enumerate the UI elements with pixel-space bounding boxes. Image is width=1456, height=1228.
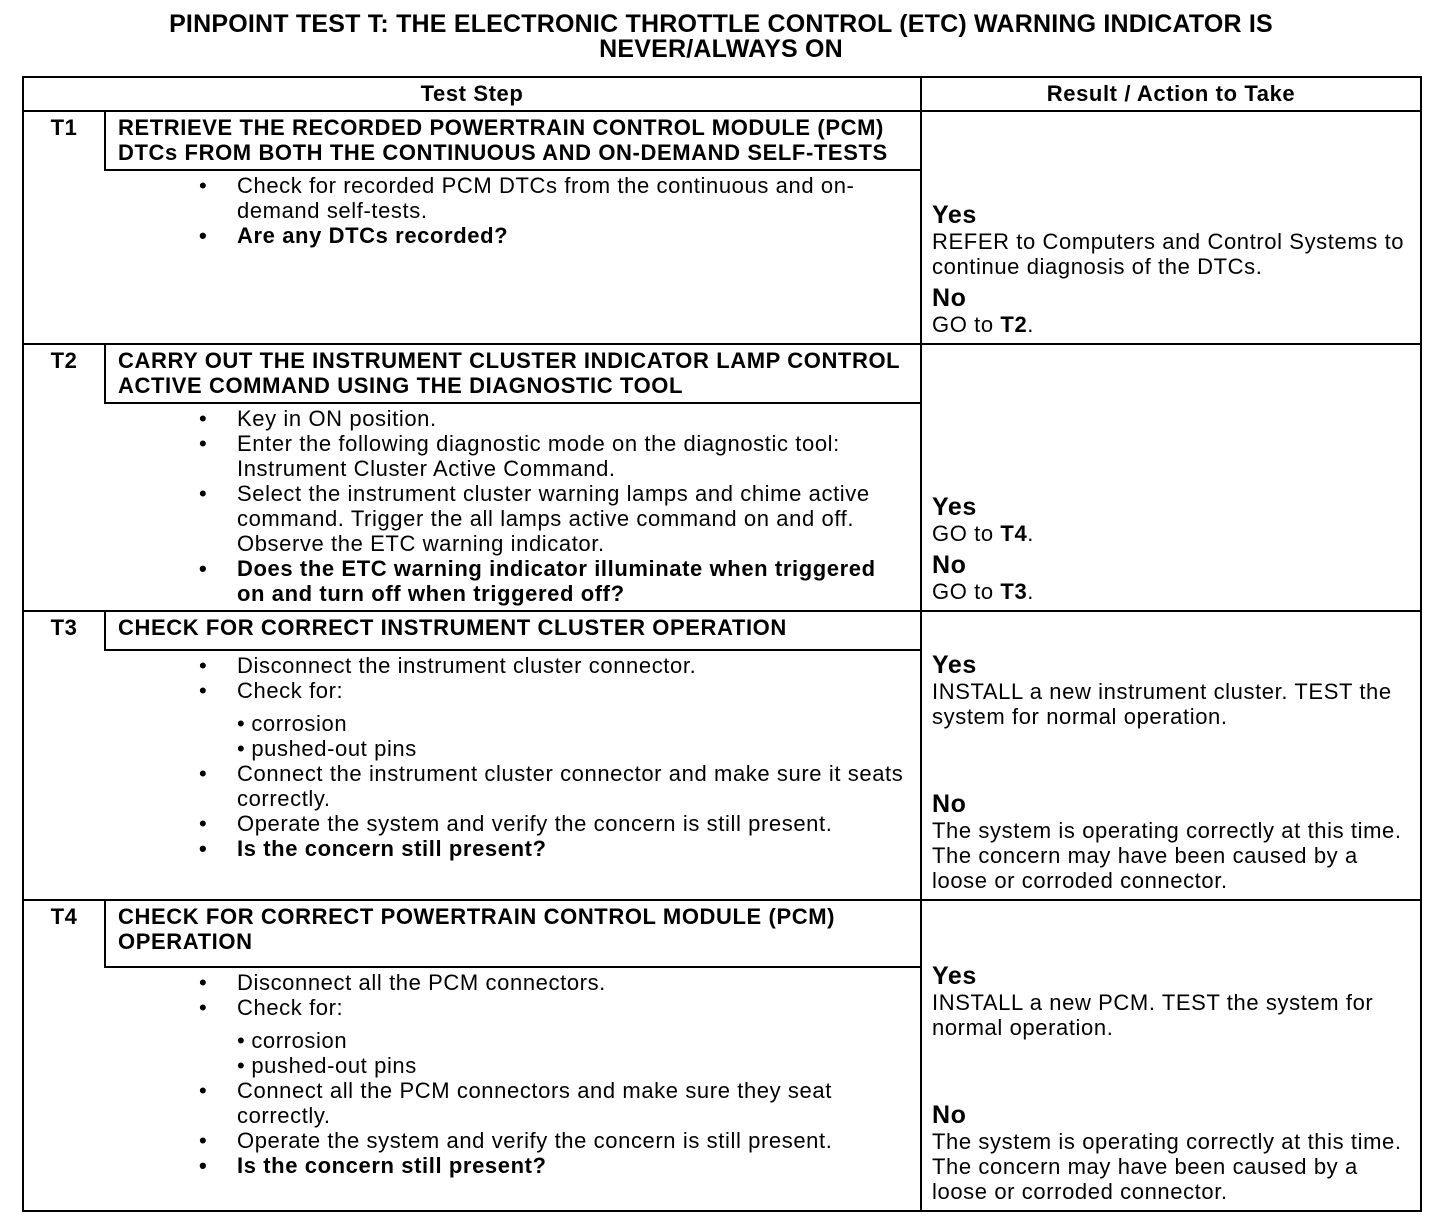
step-id: T2 bbox=[23, 344, 105, 403]
step-question: • Does the ETC warning indicator illuminate when triggered on and turn off when triggered off? bbox=[105, 556, 910, 606]
no-action: The system is operating correctly at this time. The concern may have been caused by a loose or corroded connector. bbox=[932, 1129, 1402, 1204]
sub-item: • corrosion bbox=[237, 1028, 910, 1053]
step-item: • Select the instrument cluster warning lamps and chime active command. Trigger the all lamps active command on and off. Observe the ETC warning indicator. bbox=[105, 481, 910, 556]
step-item: • Operate the system and verify the concern is still present. bbox=[105, 1128, 910, 1153]
sub-item: • pushed-out pins bbox=[237, 1053, 910, 1078]
sub-list bbox=[105, 711, 910, 761]
step-item: • Enter the following diagnostic mode on the diagnostic tool: Instrument Cluster Active Command. bbox=[105, 431, 910, 481]
yes-action-text: GO to bbox=[932, 521, 1001, 546]
result-spacer bbox=[932, 729, 1412, 785]
step-title: CARRY OUT THE INSTRUMENT CLUSTER INDICATOR LAMP CONTROL ACTIVE COMMAND USING THE DIAGNOSTIC TOOL bbox=[105, 344, 921, 403]
page-title bbox=[0, 12, 1442, 62]
step-id-spacer bbox=[23, 170, 105, 344]
no-action-end: . bbox=[1027, 579, 1035, 604]
step-title: CHECK FOR CORRECT POWERTRAIN CONTROL MODULE (PCM) OPERATION bbox=[105, 900, 921, 967]
test-step-header: Test Step bbox=[23, 77, 921, 111]
step-result bbox=[921, 900, 1421, 1211]
yes-action: INSTALL a new instrument cluster. TEST the system for normal operation. bbox=[932, 679, 1392, 729]
yes-label: Yes bbox=[932, 201, 977, 229]
step-title: RETRIEVE THE RECORDED POWERTRAIN CONTROL MODULE (PCM) DTCs FROM BOTH THE CONTINUOUS AND ON-DEMAND SELF-TESTS bbox=[105, 111, 921, 170]
no-action-end: . bbox=[1027, 312, 1035, 337]
no-action-text: GO to bbox=[932, 579, 1001, 604]
step-item: • Check for recorded PCM DTCs from the continuous and on-demand self-tests. bbox=[105, 173, 910, 223]
yes-label: Yes bbox=[932, 651, 977, 679]
sub-item: • corrosion bbox=[237, 711, 910, 736]
step-question: • Is the concern still present? bbox=[105, 836, 910, 861]
step-t1-title-row bbox=[23, 111, 1421, 170]
result-spacer bbox=[932, 1040, 1412, 1096]
step-t4-title-row bbox=[23, 900, 1421, 967]
yes-action bbox=[932, 521, 1412, 546]
sub-list bbox=[105, 1028, 910, 1078]
step-id: T4 bbox=[23, 900, 105, 967]
result-header: Result / Action to Take bbox=[921, 77, 1421, 111]
pinpoint-test-table bbox=[22, 76, 1422, 1212]
step-item: • Operate the system and verify the concern is still present. bbox=[105, 811, 910, 836]
no-label: No bbox=[932, 284, 967, 312]
step-t3-title-row bbox=[23, 611, 1421, 650]
no-label: No bbox=[932, 1101, 967, 1129]
no-action bbox=[932, 579, 1412, 604]
step-item: • Key in ON position. bbox=[105, 406, 910, 431]
step-item: • Check for: bbox=[105, 678, 910, 703]
yes-label: Yes bbox=[932, 493, 977, 521]
step-title: CHECK FOR CORRECT INSTRUMENT CLUSTER OPERATION bbox=[105, 611, 921, 650]
step-id: T3 bbox=[23, 611, 105, 650]
step-result bbox=[921, 344, 1421, 611]
step-id-spacer bbox=[23, 403, 105, 611]
no-action: The system is operating correctly at this time. The concern may have been caused by a loose or corroded connector. bbox=[932, 818, 1402, 893]
no-label: No bbox=[932, 551, 967, 579]
header-row bbox=[23, 77, 1421, 111]
step-t2-title-row bbox=[23, 344, 1421, 403]
title-line-1: PINPOINT TEST T: THE ELECTRONIC THROTTLE CONTROL (ETC) WARNING INDICATOR IS bbox=[169, 10, 1273, 38]
step-body bbox=[105, 403, 921, 611]
step-result bbox=[921, 111, 1421, 344]
step-item: • Disconnect the instrument cluster connector. bbox=[105, 653, 910, 678]
step-id: T1 bbox=[23, 111, 105, 170]
step-item: • Connect the instrument cluster connector and make sure it seats correctly. bbox=[105, 761, 910, 811]
no-label: No bbox=[932, 790, 967, 818]
step-id-spacer bbox=[23, 650, 105, 900]
yes-label: Yes bbox=[932, 962, 977, 990]
step-body bbox=[105, 170, 921, 344]
step-body bbox=[105, 650, 921, 900]
yes-action: REFER to Computers and Control Systems to continue diagnosis of the DTCs. bbox=[932, 229, 1405, 279]
step-item: • Disconnect all the PCM connectors. bbox=[105, 970, 910, 995]
step-question: • Are any DTCs recorded? bbox=[105, 223, 910, 248]
sub-item: • pushed-out pins bbox=[237, 736, 910, 761]
title-line-2: NEVER/ALWAYS ON bbox=[599, 35, 843, 63]
no-action-link: T3 bbox=[1000, 579, 1028, 604]
no-action bbox=[932, 312, 1412, 337]
step-item: • Check for: bbox=[105, 995, 910, 1020]
step-item: • Connect all the PCM connectors and make sure they seat correctly. bbox=[105, 1078, 910, 1128]
yes-action: INSTALL a new PCM. TEST the system for normal operation. bbox=[932, 990, 1374, 1040]
step-body bbox=[105, 967, 921, 1211]
step-id-spacer bbox=[23, 967, 105, 1211]
step-result bbox=[921, 611, 1421, 900]
yes-action-link: T4 bbox=[1000, 521, 1028, 546]
no-action-link: T2 bbox=[1000, 312, 1028, 337]
step-question: • Is the concern still present? bbox=[105, 1153, 910, 1178]
no-action-text: GO to bbox=[932, 312, 1001, 337]
yes-action-end: . bbox=[1027, 521, 1035, 546]
